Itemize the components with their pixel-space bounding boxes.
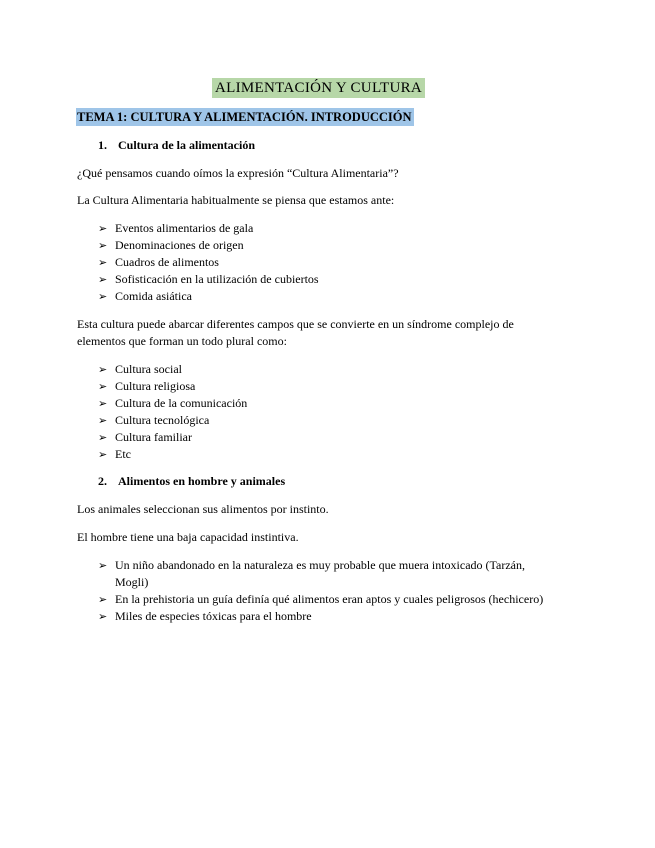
- paragraph: La Cultura Alimentaria habitualmente se piensa que estamos ante:: [77, 193, 395, 207]
- list-item: ➢ Cultura religiosa: [98, 379, 196, 393]
- arrow-bullet-icon: ➢: [98, 448, 108, 461]
- arrow-bullet-icon: ➢: [98, 610, 108, 623]
- section-title: Cultura de la alimentación: [118, 138, 255, 152]
- arrow-bullet-icon: ➢: [98, 363, 108, 376]
- topic-heading: TEMA 1: CULTURA Y ALIMENTACIÓN. INTRODUCCIÓN: [77, 110, 412, 124]
- list-item: ➢ Comida asiática: [98, 289, 192, 303]
- section-heading-2: [98, 473, 285, 489]
- paragraph: Los animales seleccionan sus alimentos por instinto.: [77, 502, 329, 516]
- section-number: 1.: [98, 138, 107, 152]
- arrow-bullet-icon: ➢: [98, 397, 108, 410]
- list-item: ➢ Etc: [98, 447, 131, 461]
- arrow-bullet-icon: ➢: [98, 593, 108, 606]
- paragraph-line: elementos que forman un todo plural como:: [77, 334, 287, 348]
- arrow-bullet-icon: ➢: [98, 431, 108, 444]
- paragraph: ¿Qué pensamos cuando oímos la expresión “Cultura Alimentaria”?: [77, 166, 399, 180]
- list-item: ➢ Sofisticación en la utilización de cubiertos: [98, 272, 319, 286]
- section-title: Alimentos en hombre y animales: [118, 474, 286, 488]
- arrow-bullet-icon: ➢: [98, 222, 108, 235]
- list-item: ➢ En la prehistoria un guía definía qué alimentos eran aptos y cuales peligrosos (hechicero): [98, 592, 544, 606]
- paragraph: El hombre tiene una baja capacidad instintiva.: [77, 530, 299, 544]
- list-item: ➢ Eventos alimentarios de gala: [98, 221, 254, 235]
- list-item: ➢ Cultura tecnológica: [98, 413, 210, 427]
- arrow-bullet-icon: ➢: [98, 273, 108, 286]
- list-item: ➢ Un niño abandonado en la naturaleza es muy probable que muera intoxicado (Tarzán,: [98, 558, 525, 572]
- list-item: ➢ Cuadros de alimentos: [98, 255, 219, 269]
- list-item-continuation: Mogli): [115, 575, 149, 589]
- list-item: ➢ Denominaciones de origen: [98, 238, 244, 252]
- section-number: 2.: [98, 474, 107, 488]
- arrow-bullet-icon: ➢: [98, 239, 108, 252]
- list-item: ➢ Cultura familiar: [98, 430, 192, 444]
- list-item: ➢ Cultura social: [98, 362, 182, 376]
- arrow-bullet-icon: ➢: [98, 290, 108, 303]
- document-title: ALIMENTACIÓN Y CULTURA: [212, 78, 425, 98]
- section-heading-1: [98, 137, 255, 153]
- list-item: ➢ Miles de especies tóxicas para el hombre: [98, 609, 312, 623]
- arrow-bullet-icon: ➢: [98, 380, 108, 393]
- list-item: ➢ Cultura de la comunicación: [98, 396, 248, 410]
- arrow-bullet-icon: ➢: [98, 414, 108, 427]
- arrow-bullet-icon: ➢: [98, 256, 108, 269]
- paragraph-line: Esta cultura puede abarcar diferentes campos que se convierte en un síndrome complejo de: [77, 317, 514, 331]
- arrow-bullet-icon: ➢: [98, 559, 108, 572]
